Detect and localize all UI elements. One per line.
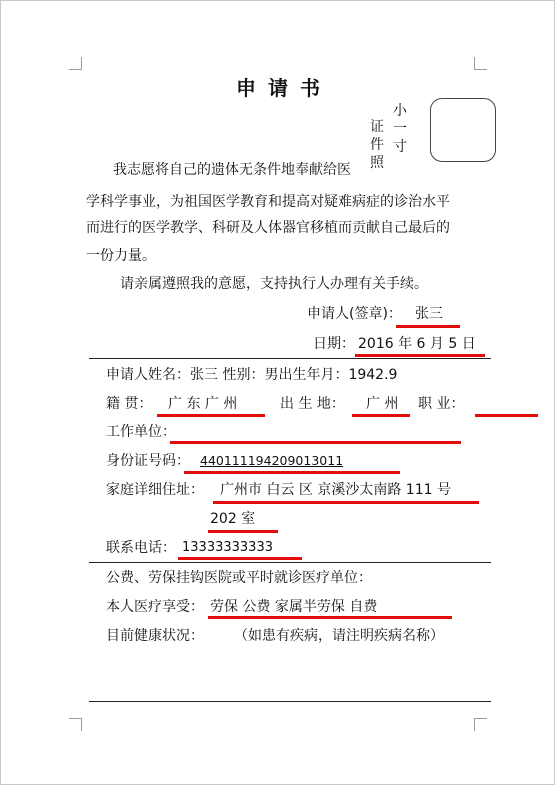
health-status-label: 目前健康状况： bbox=[106, 628, 204, 644]
photo-box bbox=[430, 98, 496, 162]
document-title: 申请书 bbox=[236, 76, 332, 100]
name-gender-birth-row: 申请人姓名：张三 性别：男出生年月：1942.9 bbox=[106, 367, 398, 383]
birthplace-label: 出 生 地： bbox=[280, 396, 345, 412]
birthplace-underline bbox=[352, 414, 410, 417]
divider-middle bbox=[89, 562, 491, 563]
body-line-2: 学科学事业，为祖国医学教育和提高对疑难病症的诊治水平 bbox=[86, 194, 450, 210]
date-value: 2016 年 6 月 5 日 bbox=[358, 336, 476, 352]
address-underline-1 bbox=[213, 501, 479, 504]
id-number-underline bbox=[184, 471, 400, 474]
medical-benefit-underline bbox=[208, 616, 452, 619]
body-line-5: 请亲属遵照我的意愿，支持执行人办理有关手续。 bbox=[120, 276, 428, 292]
work-unit-underline bbox=[170, 441, 461, 444]
medical-unit-label: 公费、劳保挂钩医院或平时就诊医疗单位： bbox=[106, 570, 372, 586]
corner-mark-bottom-right bbox=[474, 718, 487, 731]
body-line-1: 我志愿将自己的遗体无条件地奉献给医 bbox=[113, 162, 351, 178]
address-underline-2 bbox=[208, 530, 278, 533]
native-label: 籍 贯： bbox=[106, 396, 153, 412]
phone-underline bbox=[178, 557, 302, 560]
body-line-4: 一份力量。 bbox=[86, 248, 156, 264]
photo-label-size: 小一寸 bbox=[393, 103, 407, 155]
date-underline bbox=[355, 354, 485, 357]
divider-top bbox=[89, 358, 491, 359]
address-line-1: 广州市 白云 区 京溪沙太南路 111 号 bbox=[220, 482, 451, 498]
native-underline bbox=[157, 414, 265, 417]
signature-underline bbox=[396, 325, 460, 328]
corner-mark-top-left bbox=[69, 57, 82, 70]
occupation-label: 职 业： bbox=[418, 396, 465, 412]
id-number-label: 身份证号码： bbox=[106, 453, 190, 469]
id-number-value: 440111194209013011 bbox=[200, 453, 344, 468]
health-status-note: （如患有疾病，请注明疾病名称） bbox=[234, 628, 444, 644]
medical-benefit-label: 本人医疗享受： bbox=[106, 599, 204, 615]
date-label: 日期： bbox=[313, 336, 355, 352]
photo-label-id: 证件照 bbox=[370, 119, 384, 171]
address-label: 家庭详细住址： bbox=[106, 482, 204, 498]
birthplace-value: 广 州 bbox=[366, 396, 399, 412]
work-unit-label: 工作单位： bbox=[106, 424, 176, 440]
medical-benefit-value: 劳保 公费 家属半劳保 自费 bbox=[210, 599, 378, 615]
corner-mark-top-right bbox=[474, 57, 487, 70]
phone-value: 13333333333 bbox=[182, 540, 273, 555]
native-value: 广 东 广 州 bbox=[168, 396, 238, 412]
signature-label: 申请人(签章)： bbox=[307, 306, 402, 322]
address-line-2: 202 室 bbox=[210, 511, 256, 527]
signature-name: 张三 bbox=[415, 306, 443, 322]
divider-bottom bbox=[89, 701, 491, 702]
corner-mark-bottom-left bbox=[69, 718, 82, 731]
body-line-3: 而进行的医学教学、科研及人体器官移植而贡献自己最后的 bbox=[86, 220, 450, 236]
occupation-underline bbox=[475, 414, 538, 417]
phone-label: 联系电话： bbox=[106, 540, 176, 556]
